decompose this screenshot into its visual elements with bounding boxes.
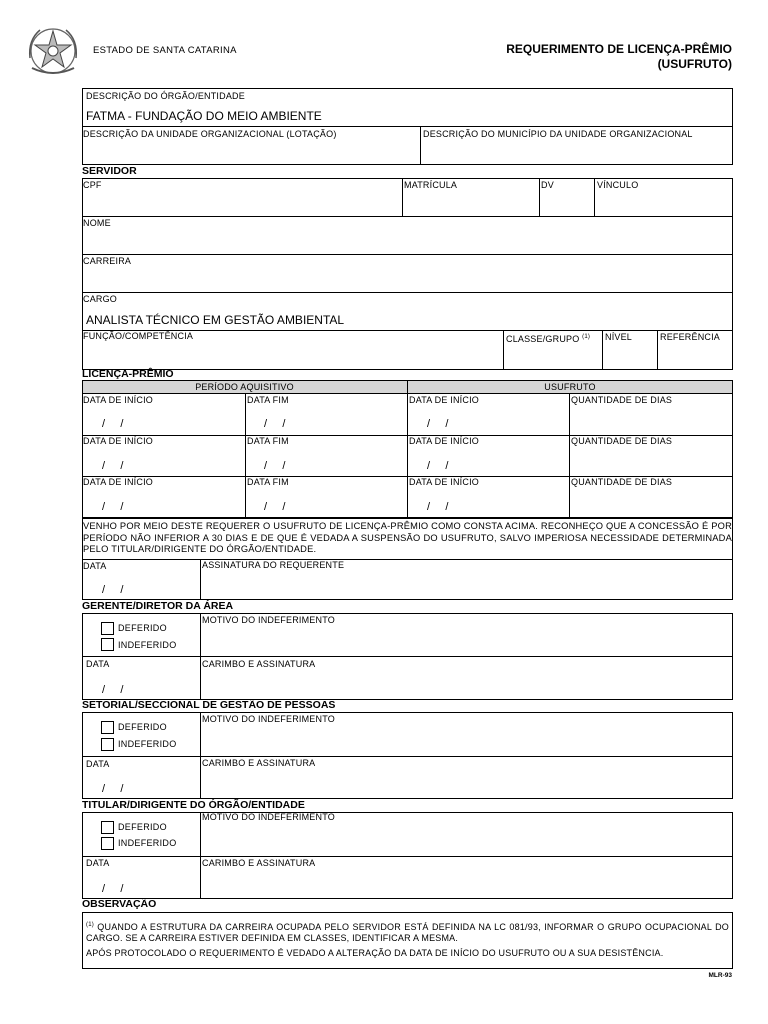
vinculo-field[interactable]: VÍNCULO (597, 180, 639, 190)
assinatura-requerente-field[interactable]: ASSINATURA DO REQUERENTE (202, 560, 345, 570)
observacao-note-1: $^{(1)}$ QUANDO A ESTRUTURA DA CARREIRA OCUPADA PELO SERVIDOR ESTÁ DEFINIDA NA LC 081/93, INFORMAR O GRUPO OCUPACIONAL DO CARGO. SE A CARREIRA ESTIVER DEFINIDA EM CLASSES, IDENTIFICAR A MESMA. (86, 922, 729, 943)
observacao-note-2: APÓS PROTOCOLADO O REQUERIMENTO É VEDADO A ALTERAÇÃO DA DATA DE INÍCIO DO USUFRUTO OU A SUA DESISTÊNCIA. (86, 948, 664, 958)
form-title: REQUERIMENTO DE LICENÇA-PRÊMIO (506, 42, 732, 56)
aquisitivo-fim-1[interactable]: DATA FIM (247, 395, 289, 405)
usufruto-header: USUFRUTO (544, 382, 596, 392)
aquisitivo-inicio-2[interactable]: DATA DE INÍCIO (83, 436, 153, 446)
titular-carimbo-field[interactable]: CARIMBO E ASSINATURA (202, 858, 316, 868)
titular-indeferido-checkbox[interactable] (101, 837, 114, 850)
licenca-section-title: LICENÇA-PRÊMIO (82, 368, 174, 380)
titular-section-title: TITULAR/DIRIGENTE DO ÓRGÃO/ENTIDADE (82, 799, 305, 811)
nivel-field[interactable]: NÍVEL (605, 332, 633, 342)
usufruto-dias-3[interactable]: QUANTIDADE DE DIAS (571, 477, 673, 487)
state-name: ESTADO DE SANTA CATARINA (93, 45, 237, 56)
desc-orgao-value[interactable]: FATMA - FUNDAÇÃO DO MEIO AMBIENTE (86, 109, 322, 123)
usufruto-inicio-2[interactable]: DATA DE INÍCIO (409, 436, 479, 446)
usufruto-inicio-1[interactable]: DATA DE INÍCIO (409, 395, 479, 405)
gerente-indeferido-checkbox[interactable] (101, 638, 114, 651)
setorial-carimbo-field[interactable]: CARIMBO E ASSINATURA (202, 758, 316, 768)
titular-motivo-field[interactable]: MOTIVO DO INDEFERIMENTO (202, 812, 335, 822)
usufruto-dias-2[interactable]: QUANTIDADE DE DIAS (571, 436, 673, 446)
gerente-section-title: GERENTE/DIRETOR DA ÁREA (82, 600, 234, 612)
gerente-data-field[interactable]: DATA (86, 659, 110, 669)
titular-deferido-checkbox[interactable] (101, 821, 114, 834)
titular-data-field[interactable]: DATA (86, 858, 110, 868)
setorial-deferido-checkbox[interactable] (101, 721, 114, 734)
setorial-deferido-label: DEFERIDO (118, 722, 167, 732)
aquisitivo-inicio-3[interactable]: DATA DE INÍCIO (83, 477, 153, 487)
desc-orgao-label: DESCRIÇÃO DO ÓRGÃO/ENTIDADE (86, 91, 245, 101)
observacao-section-title: OBSERVAÇÃO (82, 898, 157, 910)
referencia-field[interactable]: REFERÊNCIA (660, 332, 721, 342)
dv-field[interactable]: DV (541, 180, 554, 190)
gerente-deferido-checkbox[interactable] (101, 622, 114, 635)
titular-deferido-label: DEFERIDO (118, 822, 167, 832)
usufruto-inicio-3[interactable]: DATA DE INÍCIO (409, 477, 479, 487)
usufruto-dias-1[interactable]: QUANTIDADE DE DIAS (571, 395, 673, 405)
setorial-data-field[interactable]: DATA (86, 759, 110, 769)
nome-field[interactable]: NOME (83, 218, 111, 228)
aquisitivo-inicio-1[interactable]: DATA DE INÍCIO (83, 395, 153, 405)
classe-field[interactable]: CLASSE/GRUPO $^{(1)}$ (506, 334, 591, 344)
setorial-section-title: SETORIAL/SECCIONAL DE GESTÃO DE PESSOAS (82, 699, 336, 711)
gerente-carimbo-field[interactable]: CARIMBO E ASSINATURA (202, 659, 316, 669)
servidor-section-title: SERVIDOR (82, 165, 137, 177)
cargo-value[interactable]: ANALISTA TÉCNICO EM GESTÃO AMBIENTAL (86, 313, 345, 327)
funcao-field[interactable]: FUNÇÃO/COMPETÊNCIA (83, 331, 194, 341)
aquisitivo-fim-2[interactable]: DATA FIM (247, 436, 289, 446)
gerente-deferido-label: DEFERIDO (118, 623, 167, 633)
coat-of-arms-icon (24, 22, 82, 80)
form-subtitle: (USUFRUTO) (657, 57, 732, 71)
titular-indeferido-label: INDEFERIDO (118, 838, 177, 848)
carreira-field[interactable]: CARREIRA (83, 256, 132, 266)
servidor-box (82, 178, 733, 370)
desc-unidade-label[interactable]: DESCRIÇÃO DA UNIDADE ORGANIZACIONAL (LOTAÇÃO) (83, 129, 337, 139)
gerente-indeferido-label: INDEFERIDO (118, 640, 177, 650)
aquisitivo-fim-3[interactable]: DATA FIM (247, 477, 289, 487)
declaracao-text: VENHO POR MEIO DESTE REQUERER O USUFRUTO DE LICENÇA-PRÊMIO COMO CONSTA ACIMA. RECONHEÇO QUE A CONCESSÃO É POR PERÍODO NÃO INFERIOR A 30 DIAS E DE QUE É VEDADA A SUSPENSÃO DO USUFRUTO, SALVO IMPERIOSA NECESSIDADE DETERMINADA PELO TITULAR/DIRIGENTE DO ÓRGÃO/ENTIDADE. (83, 521, 732, 554)
gerente-motivo-field[interactable]: MOTIVO DO INDEFERIMENTO (202, 615, 335, 625)
cargo-label: CARGO (83, 294, 118, 304)
declaracao-data-field[interactable]: DATA (83, 561, 107, 571)
form-code: MLR-93 (708, 972, 732, 979)
setorial-indeferido-label: INDEFERIDO (118, 739, 177, 749)
footnote-marker: (1) (582, 334, 591, 340)
setorial-motivo-field[interactable]: MOTIVO DO INDEFERIMENTO (202, 714, 335, 724)
periodo-aquisitivo-header: PERÍODO AQUISITIVO (195, 382, 294, 392)
setorial-indeferido-checkbox[interactable] (101, 738, 114, 751)
cpf-field[interactable]: CPF (83, 180, 102, 190)
desc-municipio-label[interactable]: DESCRIÇÃO DO MUNICÍPIO DA UNIDADE ORGANIZACIONAL (423, 129, 693, 139)
matricula-field[interactable]: MATRÍCULA (404, 180, 458, 190)
